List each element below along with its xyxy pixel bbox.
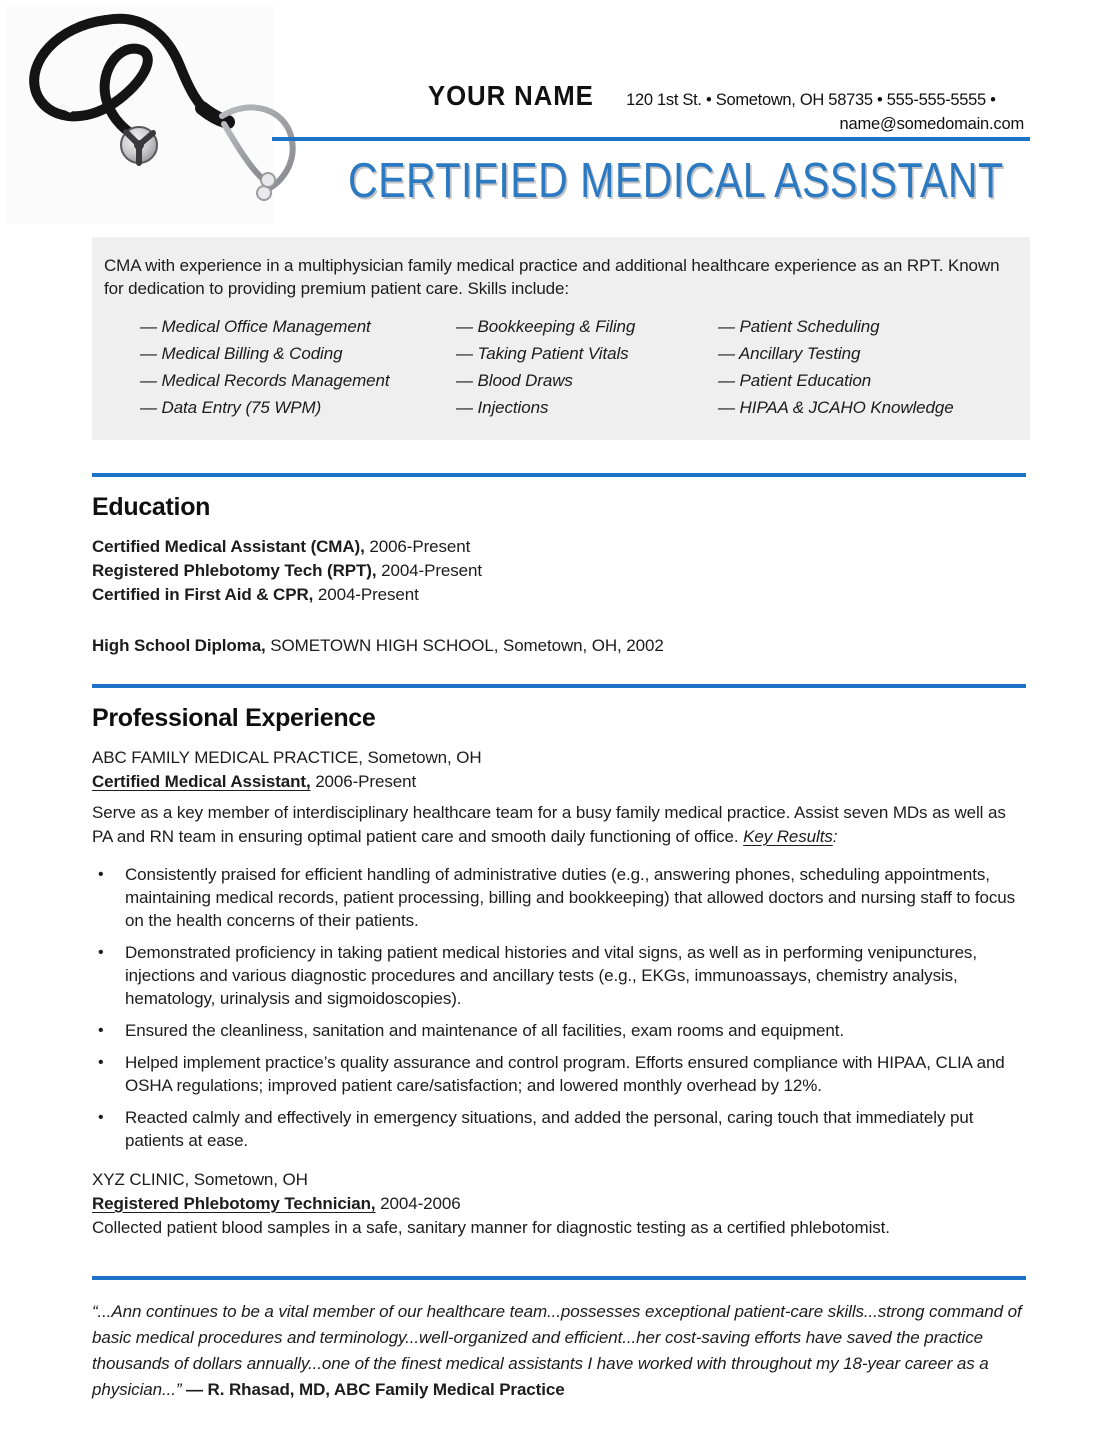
bullet-icon: • xyxy=(98,1022,104,1039)
education-item-title: Certified Medical Assistant (CMA), xyxy=(92,537,365,556)
skill-item: — Blood Draws xyxy=(456,371,573,390)
skill-column xyxy=(140,314,456,420)
key-results-label: Key Results xyxy=(743,827,833,846)
skill-item: — Medical Records Management xyxy=(140,371,390,390)
person-name: YOUR NAME xyxy=(428,80,594,111)
skill-item: — Ancillary Testing xyxy=(718,344,861,363)
employer-line: XYZ CLINIC, Sometown, OH xyxy=(92,1170,308,1189)
bullet-item xyxy=(92,941,1030,1010)
bullet-icon: • xyxy=(98,866,104,883)
job-title: Registered Phlebotomy Technician, xyxy=(92,1194,376,1213)
bullet-icon: • xyxy=(98,944,104,961)
header-divider xyxy=(272,137,1030,141)
section-divider xyxy=(92,684,1026,688)
section-divider xyxy=(92,473,1026,477)
summary-text: CMA with experience in a multiphysician family medical practice and additional healthcare experience as an RPT. Known for dedication to providing premium patient care. Skills include: xyxy=(104,256,1000,298)
education-item-dates: 2004-Present xyxy=(313,585,419,604)
skill-column xyxy=(718,314,1018,420)
skill-item: — HIPAA & JCAHO Knowledge xyxy=(718,398,954,417)
bullet-text: Reacted calmly and effectively in emergency situations, and added the personal, caring touch that immediately put patients at ease. xyxy=(125,1108,974,1150)
bullet-text: Consistently praised for efficient handling of administrative duties (e.g., answering phones, scheduling appointments, maintaining medical records, patient processing, billing and bookkeeping) that allowed doctors and nursing staff to focus on the health concerns of their patients. xyxy=(125,865,1016,930)
diploma-line xyxy=(92,634,1030,658)
quote-text: “...Ann continues to be a vital member of our healthcare team...possesses exceptional patient-care skills...strong command of basic medical procedures and terminology...well-organized and efficient...her cost-saving efforts have saved the practice thousands of dollars annually...one of the finest medical assistants I have worked with throughout my 18-year career as a physician...” xyxy=(92,1302,1022,1399)
bullet-item xyxy=(92,1051,1030,1097)
job-title-line xyxy=(92,1192,1030,1216)
bullet-item xyxy=(92,1019,1030,1042)
job-intro xyxy=(92,801,1030,849)
education-heading: Education xyxy=(92,493,211,521)
quote-paragraph xyxy=(92,1299,1030,1403)
header xyxy=(428,80,1024,134)
employer-line: ABC FAMILY MEDICAL PRACTICE, Sometown, OH xyxy=(92,748,482,767)
education-item xyxy=(92,535,1030,559)
email-address: name@somedomain.com xyxy=(839,115,1024,133)
skill-column xyxy=(456,314,718,420)
education-list xyxy=(92,535,1030,607)
skill-item: — Bookkeeping & Filing xyxy=(456,317,636,336)
job-title-line xyxy=(92,770,1030,794)
quote-attribution: — R. Rhasad, MD, ABC Family Medical Practice xyxy=(186,1380,565,1399)
diploma-details: SOMETOWN HIGH SCHOOL, Sometown, OH, 2002 xyxy=(265,636,664,655)
education-item-dates: 2006-Present xyxy=(364,537,471,556)
header-row xyxy=(428,80,1024,112)
stethoscope-photo xyxy=(6,4,308,224)
key-results-colon: : xyxy=(832,827,838,846)
job-dates: 2004-2006 xyxy=(375,1194,461,1213)
bullet-item xyxy=(92,863,1030,932)
education-item xyxy=(92,559,1030,583)
bullet-text: Ensured the cleanliness, sanitation and maintenance of all facilities, exam rooms and equipment. xyxy=(125,1021,844,1040)
education-item-dates: 2004-Present xyxy=(376,561,482,580)
summary-box xyxy=(92,237,1030,440)
education-item xyxy=(92,583,1030,607)
job-title: Certified Medical Assistant, xyxy=(92,772,311,791)
skill-item: — Injections xyxy=(456,398,549,417)
skills-grid xyxy=(140,314,1018,420)
education-item-title: Certified in First Aid & CPR, xyxy=(92,585,314,604)
section-divider xyxy=(92,1276,1026,1280)
resume-body xyxy=(92,237,1030,1403)
education-item-title: Registered Phlebotomy Tech (RPT), xyxy=(92,561,377,580)
bullet-text: Demonstrated proficiency in taking patient medical histories and vital signs, as well as in performing venipunctures, injections and various diagnostic procedures and ancillary tests (e.g., EKGs, immunoassays, chemistry analysis, hematology, urinalysis and sigmoidoscopies). xyxy=(125,943,977,1008)
bullet-item xyxy=(92,1106,1030,1152)
contact-line: 120 1st St. • Sometown, OH 58735 • 555-555-5555 • xyxy=(626,91,996,109)
bullet-icon: • xyxy=(98,1054,104,1071)
bullet-text: Helped implement practice’s quality assurance and control program. Efforts ensured compliance with HIPAA, CLIA and OSHA regulations; improved patient care/satisfaction; and lowered monthly overhead by 12%. xyxy=(125,1053,1005,1095)
skill-item: — Medical Office Management xyxy=(140,317,371,336)
stethoscope-icon xyxy=(6,4,308,224)
document-title: CERTIFIED MEDICAL ASSISTANT xyxy=(348,154,1004,208)
skill-item: — Patient Scheduling xyxy=(718,317,880,336)
skill-item: — Taking Patient Vitals xyxy=(456,344,629,363)
skill-item: — Medical Billing & Coding xyxy=(140,344,343,363)
skill-item: — Patient Education xyxy=(718,371,872,390)
skill-item: — Data Entry (75 WPM) xyxy=(140,398,322,417)
job-intro-text: Serve as a key member of interdisciplinary healthcare team for a busy family medical practice. Assist seven MDs as well as PA and RN team in ensuring optimal patient care and smooth daily functioning of office. xyxy=(92,803,1006,846)
experience-heading: Professional Experience xyxy=(92,704,376,732)
bullet-icon: • xyxy=(98,1109,104,1126)
bullet-list xyxy=(92,863,1030,1152)
job-dates: 2006-Present xyxy=(310,772,417,791)
job2-block xyxy=(92,1168,1030,1240)
job-description: Collected patient blood samples in a safe, sanitary manner for diagnostic testing as a certified phlebotomist. xyxy=(92,1218,890,1237)
diploma-title: High School Diploma, xyxy=(92,636,266,655)
